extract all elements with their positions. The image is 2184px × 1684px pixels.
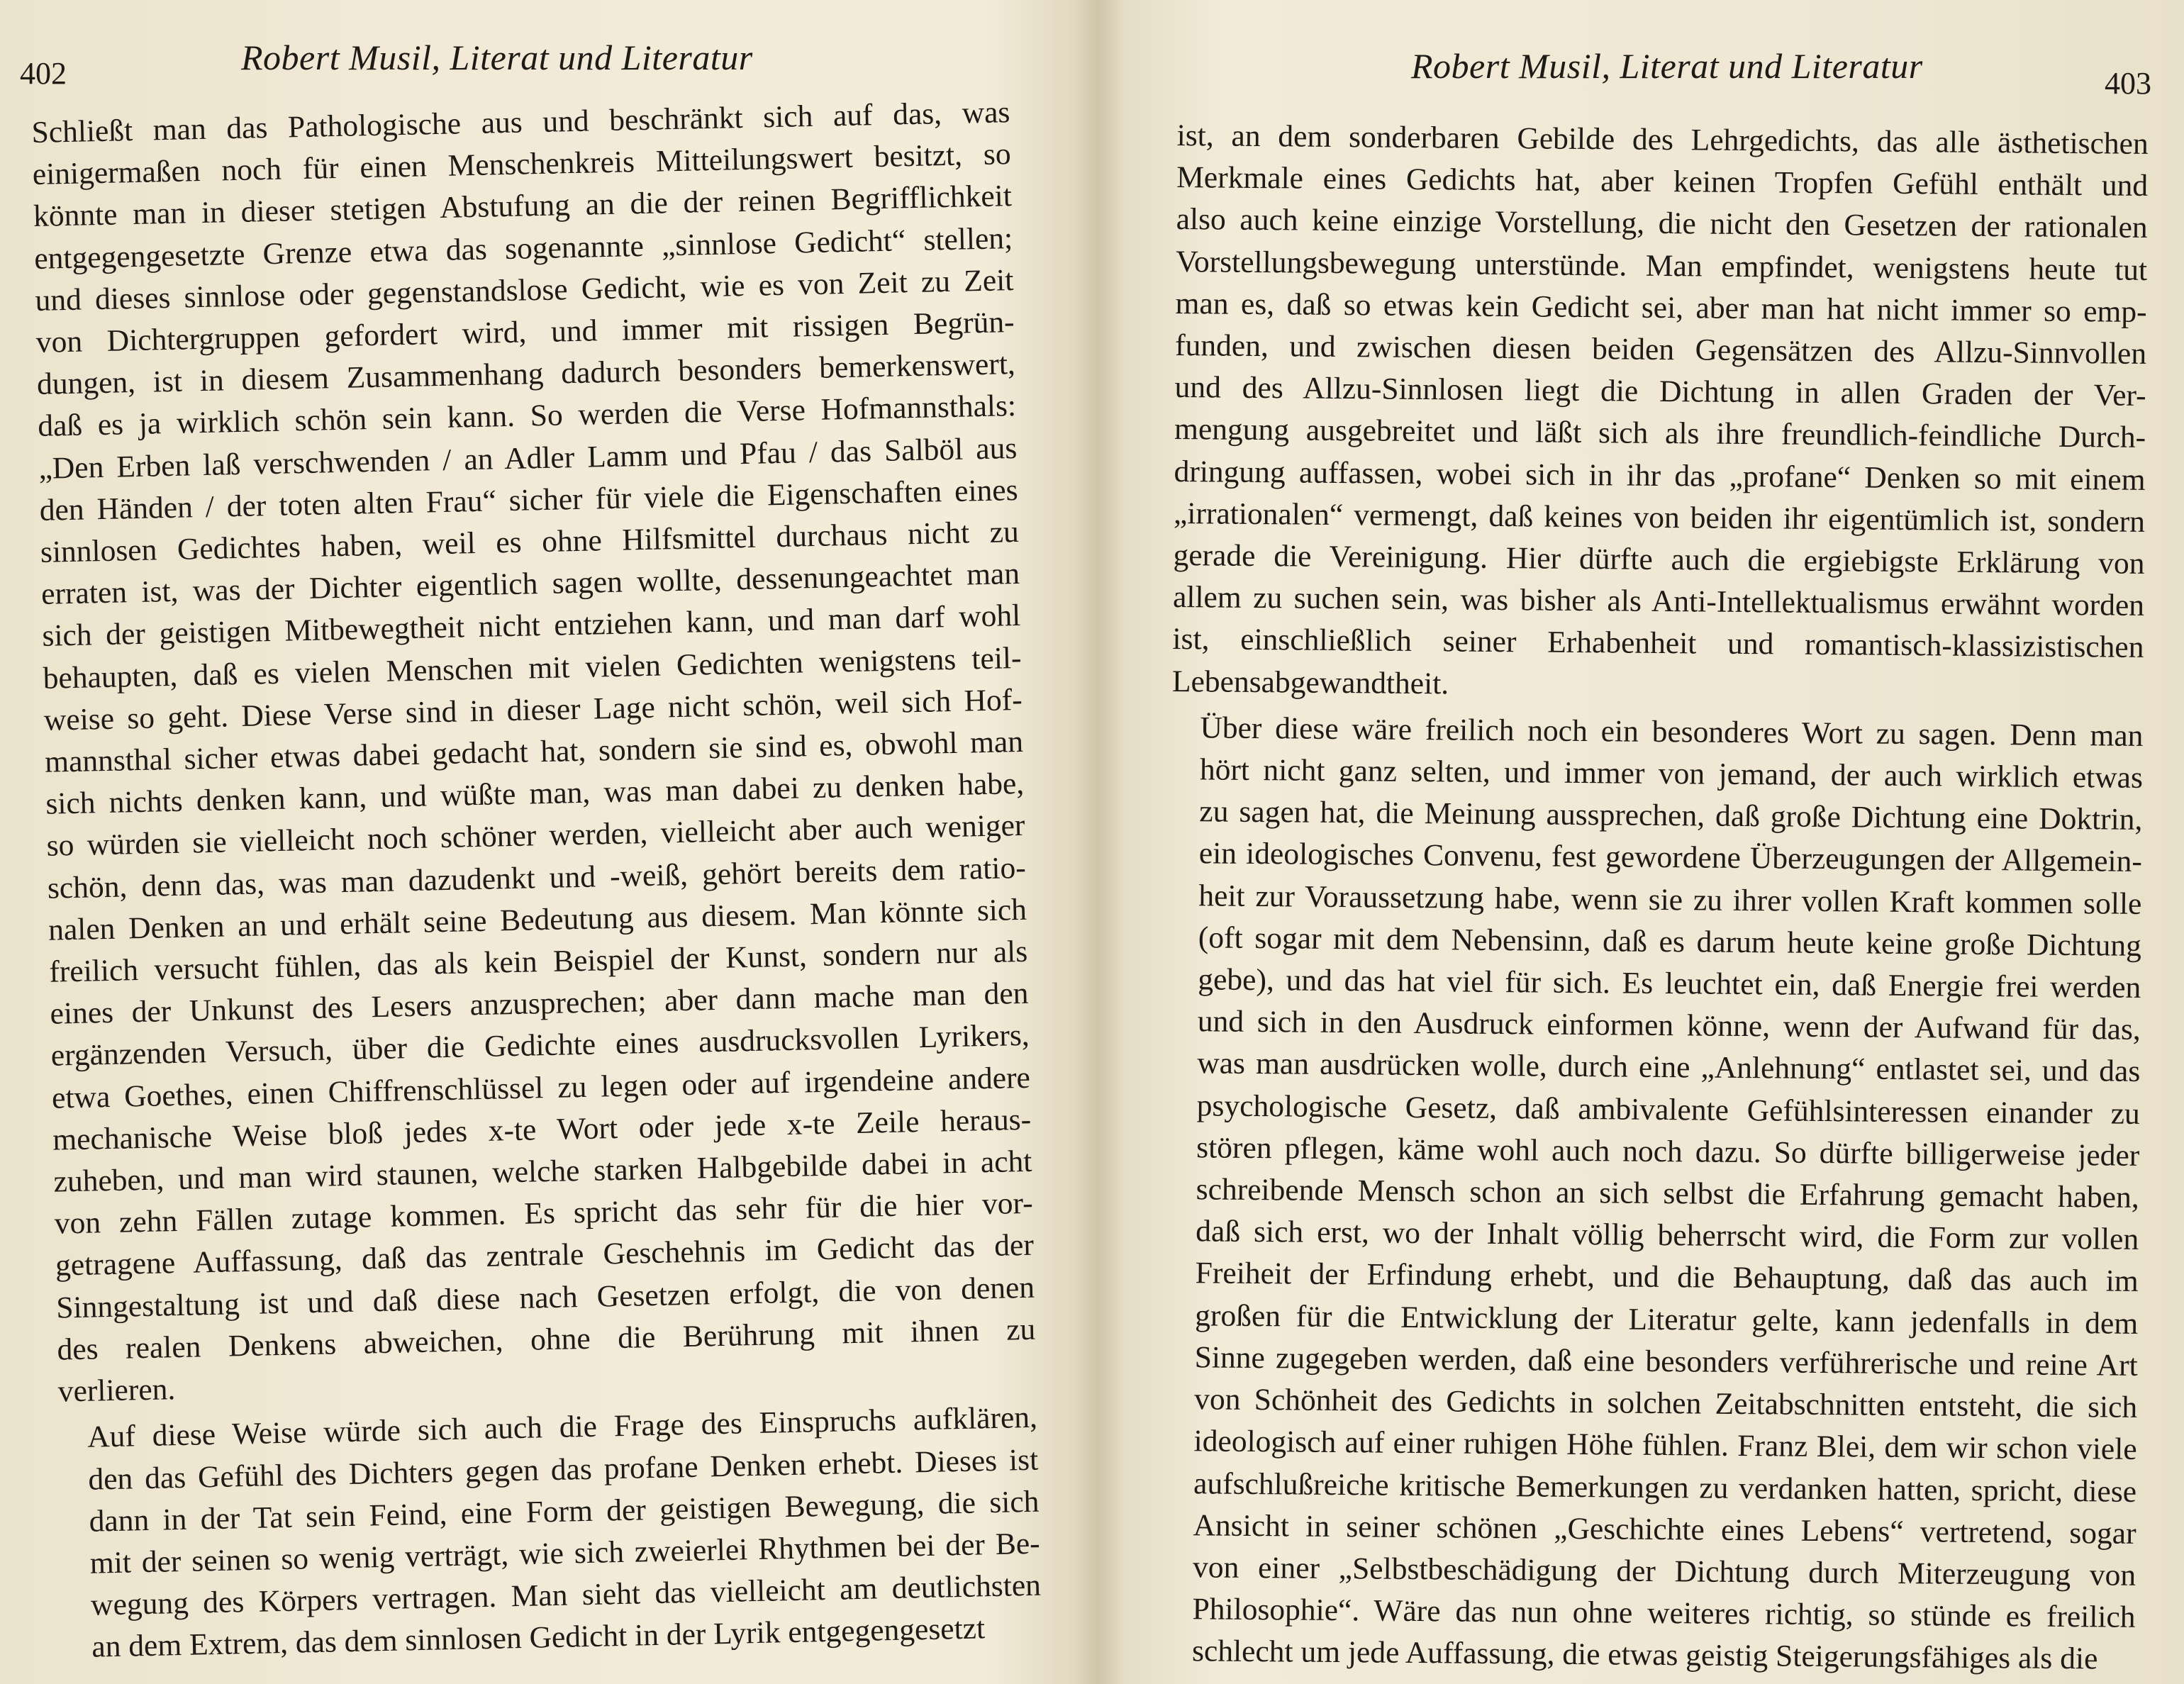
text-line: schreibende Mensch schon an sich selbst die Erfahrung gemacht haben, bbox=[1196, 1172, 2139, 1215]
text-line: dringung auffassen, wobei sich in ihr das „profane“ Denken so mit einem bbox=[1174, 454, 2146, 497]
text-line: mannsthal sicher etwas dabei gedacht hat, sondern sie sind es, obwohl man bbox=[44, 724, 1024, 779]
text-line: könnte man in dieser stetigen Abstufung an die der reinen Begrifflichkeit bbox=[33, 179, 1013, 234]
text-line: getragene Auffassung, daß das zentrale Geschehnis im Gedicht das der bbox=[55, 1228, 1035, 1283]
text-line: dann in der Tat sein Feind, eine Form der geistigen Bewegung, die sich bbox=[89, 1484, 1040, 1539]
text-line: ideologisch auf einer ruhigen Höhe fühlen. Franz Blei, dem wir schon viele bbox=[1193, 1424, 2137, 1467]
text-line: Merkmale eines Gedichts hat, aber keinen Tropfen Gefühl enthält und bbox=[1176, 160, 2149, 203]
text-line: von einer „Selbstbeschädigung der Dichtung durch Miterzeugung von bbox=[1192, 1550, 2136, 1593]
paragraph bbox=[31, 91, 1037, 1413]
text-line: schön, denn das, was man dazudenkt und -weiß, gehört bereits dem ratio- bbox=[47, 850, 1027, 905]
text-line: ist, einschließlich seiner Erhabenheit und romantisch-klassizistischen bbox=[1172, 622, 2144, 665]
text-line: Lebensabgewandtheit. bbox=[1171, 664, 1449, 701]
text-line: dungen, ist in diesem Zusammenhang dadurch besonders bemerkenswert, bbox=[36, 347, 1016, 402]
text-line: und dieses sinnlose oder gegenstandslose Gedicht, wie es von Zeit zu Zeit bbox=[35, 262, 1014, 318]
text-line: ein ideologisches Convenu, fest gewordene Überzeugungen der Allgemein- bbox=[1198, 836, 2143, 879]
text-line: des realen Denkens abweichen, ohne die Berührung mit ihnen zu bbox=[57, 1312, 1036, 1367]
text-line: stören pflegen, käme wohl auch noch dazu. So dürfte billigerweise jeder bbox=[1196, 1130, 2140, 1173]
text-line: weise so geht. Diese Verse sind in dieser Lage nicht schön, weil sich Hof- bbox=[43, 682, 1023, 737]
right-page bbox=[1099, 0, 2184, 1684]
text-line: eines der Unkunst des Lesers anzusprechen; aber dann mache man den bbox=[50, 976, 1029, 1031]
text-line: daß sich erst, wo der Inhalt völlig beherrscht wird, die Form zur vollen bbox=[1196, 1214, 2139, 1257]
text-line: den das Gefühl des Dichters gegen das profane Denken erhebt. Dieses ist bbox=[87, 1442, 1039, 1497]
text-line: psychologische Gesetz, daß ambivalente Gefühlsinteressen einander zu bbox=[1196, 1088, 2140, 1131]
text-line: Freiheit der Erfindung erhebt, und die Behauptung, daß das auch im bbox=[1195, 1256, 2139, 1299]
page-number: 403 bbox=[2105, 66, 2151, 101]
text-line: Vorstellungsbewegung unterstünde. Man empfindet, wenigstens heute tut bbox=[1175, 244, 2148, 287]
text-line: Auf diese Weise würde sich auch die Frage des Einspruchs aufklären, bbox=[87, 1400, 1038, 1455]
text-line: ist, an dem sonderbaren Gebilde des Lehrgedichts, das alle ästhetischen bbox=[1176, 118, 2149, 161]
text-line: Sinngestaltung ist und daß diese nach Gesetzen erfolgt, die von denen bbox=[55, 1270, 1035, 1325]
text-line: (oft sogar mit dem Nebensinn, daß es darum heute keine große Dichtung bbox=[1198, 920, 2142, 963]
paragraph bbox=[59, 1397, 1042, 1669]
text-line: großen für die Entwicklung der Literatur gelte, kann jedenfalls in dem bbox=[1195, 1298, 2139, 1341]
paragraph bbox=[1172, 115, 2149, 711]
text-line: man es, daß so etwas kein Gedicht sei, aber man hat nicht immer so emp- bbox=[1175, 286, 2147, 329]
text-line: daß es ja wirklich schön sein kann. So werden die Verse Hofmannsthals: bbox=[37, 389, 1017, 444]
text-line: Ansicht in seiner schönen „Geschichte eines Lebens“ vertretend, sogar bbox=[1193, 1507, 2136, 1551]
text-line: heit zur Voraussetzung habe, wenn sie zu ihrer vollen Kraft kommen solle bbox=[1198, 878, 2142, 921]
text-line: mengung ausgebreitet und läßt sich als ihre freundlich-feindliche Durch- bbox=[1174, 412, 2146, 455]
text-line: sich der geistigen Mitbewegtheit nicht entziehen kann, und man darf wohl bbox=[41, 598, 1021, 654]
text-line: an dem Extrem, das dem sinnlosen Gedicht in der Lyrik entgegengesetzt bbox=[91, 1611, 986, 1664]
text-line: Philosophie“. Wäre das nun ohne weiteres richtig, so stünde es freilich bbox=[1192, 1592, 2136, 1634]
text-line: entgegengesetzte Grenze etwa das sogenannte „sinnlose Gedicht“ stellen; bbox=[33, 221, 1013, 276]
text-line: „irrationalen“ vermengt, daß keines von beiden ihr eigentümlich ist, sondern bbox=[1173, 496, 2146, 539]
text-line: und des Allzu-Sinnlosen liegt die Dichtung in allen Graden der Ver- bbox=[1174, 370, 2146, 413]
paragraph bbox=[1164, 707, 2144, 1681]
text-line: funden, und zwischen diesen beiden Gegensätzen des Allzu-Sinnvollen bbox=[1174, 328, 2147, 371]
text-line: aufschlußreiche kritische Bemerkungen zu verdanken hatten, spricht, diese bbox=[1193, 1466, 2137, 1509]
text-line: gebe), und das hat viel für sich. Es leuchtet ein, daß Energie frei werden bbox=[1198, 962, 2141, 1005]
text-line: wegung des Körpers vertragen. Man sieht das vielleicht am deutlichsten bbox=[90, 1568, 1042, 1622]
text-line: ergänzenden Versuch, über die Gedichte eines ausdrucksvollen Lyrikers, bbox=[50, 1018, 1030, 1074]
text-line: den Händen / der toten alten Frau“ sicher für viele die Eigenschaften eines bbox=[39, 472, 1018, 528]
text-line: gerade die Vereinigung. Hier dürfte auch die ergiebigste Erklärung von bbox=[1173, 538, 2145, 581]
text-line: freilich versucht fühlen, das als kein Beispiel der Kunst, sondern nur als bbox=[48, 934, 1028, 989]
text-line: sinnlosen Gedichtes haben, weil es ohne Hilfsmittel durchaus nicht zu bbox=[40, 514, 1020, 569]
text-line: verlieren. bbox=[57, 1372, 176, 1409]
text-line: hört nicht ganz selten, und immer von jemand, der auch wirklich etwas bbox=[1199, 752, 2144, 795]
text-line: und sich in den Ausdruck einformen könne, wenn der Aufwand für das, bbox=[1197, 1004, 2141, 1047]
text-line: mechanische Weise bloß jedes x-te Wort oder jede x-te Zeile heraus- bbox=[52, 1102, 1032, 1157]
running-head: Robert Musil, Literat und Literatur bbox=[1411, 46, 1923, 86]
left-page bbox=[0, 0, 1085, 1684]
text-line: sich nichts denken kann, und wüßte man, was man dabei zu denken habe, bbox=[45, 766, 1025, 822]
text-line: von zehn Fällen zutage kommen. Es spricht das sehr für die hier vor- bbox=[54, 1186, 1034, 1241]
running-head: Robert Musil, Literat und Literatur bbox=[241, 38, 753, 77]
text-line: erraten ist, was der Dichter eigentlich sagen wollte, dessenungeachtet man bbox=[40, 557, 1020, 612]
page-number: 402 bbox=[20, 56, 67, 91]
text-line: nalen Denken an und erhält seine Bedeutung aus diesem. Man könnte sich bbox=[48, 892, 1027, 947]
text-line: etwa Goethes, einen Chiffrenschlüssel zu legen oder auf irgendeine andere bbox=[51, 1060, 1031, 1115]
text-line: von Dichtergruppen gefordert wird, und immer mit rissigen Begrün- bbox=[35, 305, 1015, 359]
text-line: von Schönheit des Gedichts in solchen Zeitabschnitten entsteht, die sich bbox=[1193, 1382, 2138, 1424]
text-line: einigermaßen noch für einen Menschenkreis Mitteilungswert besitzt, so bbox=[32, 137, 1012, 192]
text-line: so würden sie vielleicht noch schöner werden, vielleicht aber auch weniger bbox=[46, 808, 1025, 864]
text-line: mit der seinen so wenig verträgt, wie sich zweierlei Rhythmen bei der Be- bbox=[89, 1526, 1041, 1580]
text-line: „Den Erben laß verschwenden / an Adler Lamm und Pfau / das Salböl aus bbox=[38, 430, 1018, 486]
text-line: also auch keine einzige Vorstellung, die nicht den Gesetzen der rationalen bbox=[1176, 202, 2148, 245]
text-line: Schließt man das Pathologische aus und beschränkt sich auf das, was bbox=[31, 95, 1010, 150]
text-line: zuheben, und man wird staunen, welche starken Halbgebilde dabei in acht bbox=[53, 1144, 1032, 1199]
body-text bbox=[31, 91, 1042, 1669]
text-line: schlecht um jede Auffassung, die etwas geistig Steigerungsfähiges als die bbox=[1191, 1634, 2098, 1676]
text-line: Sinne zugegeben werden, daß eine besonders verführerische und reine Art bbox=[1194, 1340, 2138, 1383]
body-text bbox=[1164, 115, 2149, 1680]
text-line: was man ausdrücken wolle, durch eine „Anlehnung“ entlastet sei, und das bbox=[1197, 1046, 2141, 1089]
text-line: behaupten, daß es vielen Menschen mit vielen Gedichten wenigstens teil- bbox=[43, 640, 1022, 696]
text-line: zu sagen hat, die Meinung aussprechen, daß große Dichtung eine Doktrin, bbox=[1199, 794, 2143, 837]
text-line: Über diese wäre freilich noch ein besonderes Wort zu sagen. Denn man bbox=[1200, 710, 2144, 753]
text-line: allem zu suchen sein, was bisher als Anti-Intellektualismus erwähnt worden bbox=[1172, 580, 2145, 623]
